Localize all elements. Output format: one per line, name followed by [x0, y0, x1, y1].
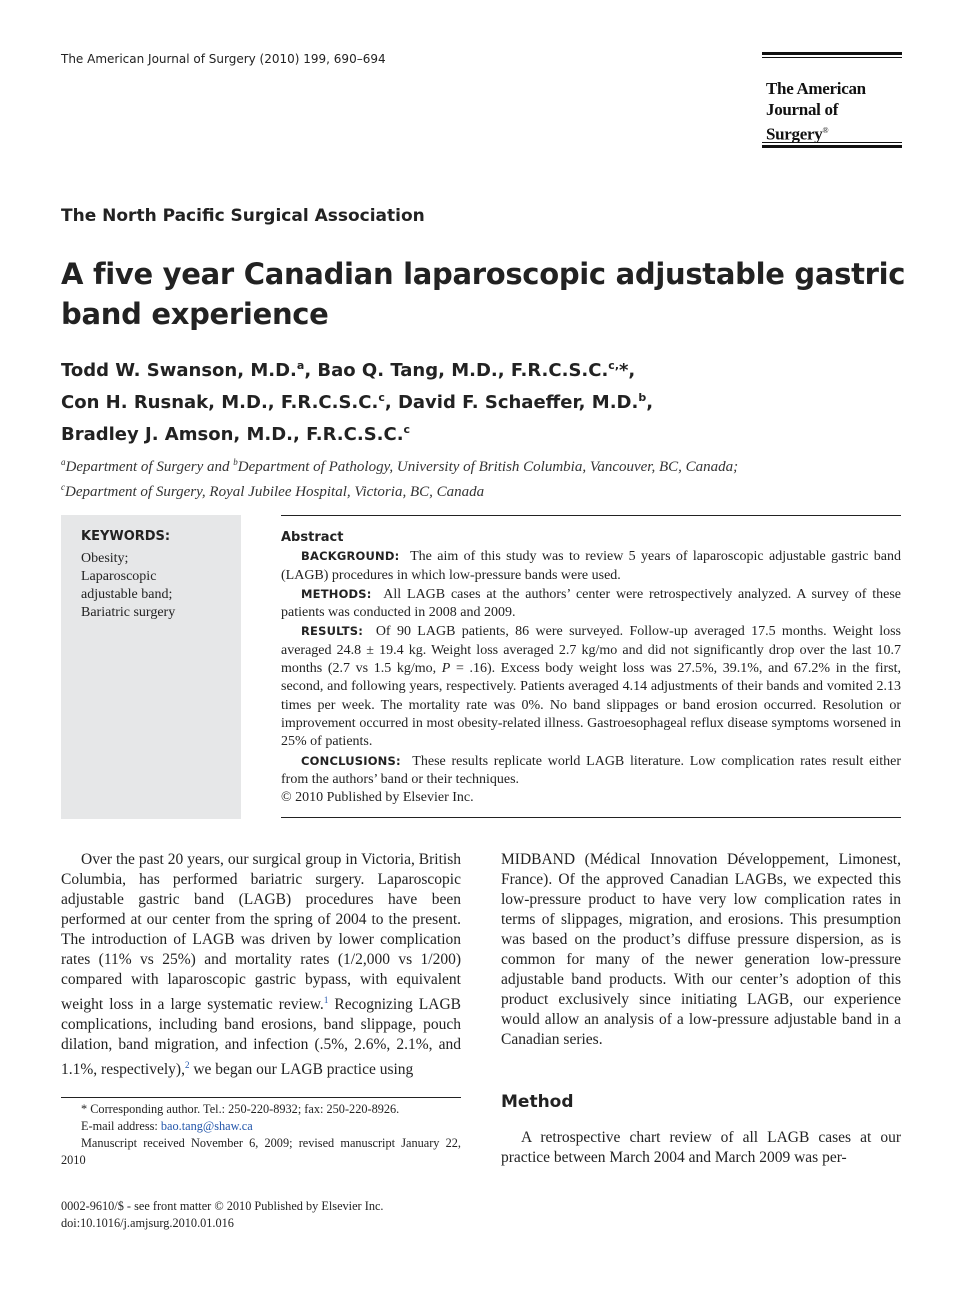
logo-top-rule — [762, 52, 902, 58]
registered-mark: ® — [822, 126, 829, 135]
method-section — [501, 1128, 901, 1168]
keyword-item: Laparoscopic — [81, 569, 157, 584]
manuscript-received-note: Manuscript received November 6, 2009; revised manuscript January 22, 2010 — [61, 1136, 461, 1167]
author-affiliation-mark: c — [378, 391, 385, 404]
reference-link[interactable]: 2 — [184, 1060, 190, 1071]
author-name: Con H. Rusnak, M.D., F.R.C.S.C. — [61, 392, 379, 413]
method-paragraph: A retrospective chart review of all LAGB cases at our practice between March 2004 and March 2009 was per- — [501, 1129, 901, 1166]
intro-continued-paragraph: MIDBAND (Médical Innovation Développement, Limonest, France). Of the approved Canadian LAGBs, we expected this low-pressure product to have very low complication rates in terms of slippages, migration, and erosions. This presumption was based on the product’s diffuse pressure dispersion, as is common for many of the newer generation low-pressure adjustable band products. With our center’s adoption of this product exclusively since initiating LAGB, our experience would allow an analysis of a low-pressure adjustable band in a Canadian series. — [501, 851, 901, 1048]
article-title: A five year Canadian laparoscopic adjustable gastric band experience — [61, 257, 906, 331]
keywords-box — [61, 515, 241, 819]
journal-logo-line1: The American — [766, 79, 866, 98]
author-affiliation-mark: a — [296, 359, 305, 372]
affiliation-text: Department of Surgery and — [65, 459, 234, 475]
abstract-heading: Abstract — [281, 530, 344, 545]
author-affiliation-mark: b — [638, 391, 647, 404]
footnote-rule — [61, 1097, 461, 1098]
body-column-left — [61, 850, 461, 1080]
methods-text: All LAGB cases at the authors’ center were retrospectively analyzed. A survey of these patients was conducted in 2008 and 2009. — [281, 586, 902, 621]
affiliation-mark: b — [233, 457, 238, 467]
author-name: Todd W. Swanson, M.D. — [61, 360, 297, 381]
publication-meta — [61, 1198, 481, 1232]
logo-bottom-rule — [762, 142, 902, 148]
conclusions-text: These results replicate world LAGB literature. Low complication rates result either from the authors’ band or their techniques. — [281, 753, 901, 787]
keyword-item: adjustable band; — [81, 587, 173, 602]
author-name: Bao Q. Tang, M.D., F.R.C.S.C. — [317, 360, 609, 381]
author-separator: , — [304, 360, 318, 381]
author-name: Bradley J. Amson, M.D., F.R.C.S.C. — [61, 424, 404, 445]
affiliation-text: Department of Pathology, University of British Columbia, Vancouver, BC, Canada; — [237, 459, 739, 475]
affiliation-mark: a — [61, 457, 66, 467]
affiliation-mark: c — [61, 482, 65, 492]
keywords-title: KEYWORDS: — [81, 529, 171, 544]
author-list — [61, 352, 911, 448]
results-label: RESULTS: — [301, 624, 364, 639]
abstract-results — [281, 622, 901, 751]
journal-logo — [762, 52, 902, 150]
section-label: The North Pacific Surgical Association — [61, 206, 425, 226]
background-label: BACKGROUND: — [301, 549, 400, 564]
intro-paragraph — [61, 850, 461, 1080]
affiliation-text: Department of Surgery, Royal Jubilee Hospital, Victoria, BC, Canada — [65, 484, 485, 500]
abstract-methods — [281, 585, 901, 623]
journal-logo-name — [766, 78, 902, 145]
reference-link[interactable]: 1 — [323, 995, 329, 1005]
corresponding-author-note: * Corresponding author. Tel.: 250-220-8932; fax: 250-220-8926. — [81, 1102, 400, 1116]
issn-line: 0002-9610/$ - see front matter © 2010 Published by Elsevier Inc. — [61, 1199, 384, 1213]
author-affiliation-mark: c, — [608, 359, 619, 372]
intro-text: Recognizing LAGB complications, including band erosions, band slippage, pouch dilation, band migration, and infection (.5%, 2.6%, 2.1%, and 1.1%, respectively), — [61, 996, 461, 1079]
background-text: The aim of this study was to review 5 years of laparoscopic adjustable gastric band (LAGB) procedures in which low-pressure bands were used. — [281, 549, 901, 583]
email-note — [61, 1118, 461, 1135]
abstract — [281, 529, 901, 807]
body-column-right — [501, 850, 901, 1050]
corresponding-author-mark[interactable]: * — [619, 360, 629, 381]
method-heading: Method — [501, 1092, 574, 1112]
abstract-copyright: © 2010 Published by Elsevier Inc. — [281, 790, 474, 806]
conclusions-label: CONCLUSIONS: — [301, 753, 401, 768]
author-separator: , — [628, 360, 636, 381]
author-separator: , — [646, 392, 654, 413]
results-p-symbol: P — [441, 661, 451, 677]
results-text: = .16). Excess body weight loss was 27.5%, 39.1%, and 67.2% in the first, second, and following years, respectively. Patients averaged 4.14 adjustments of their bands and vomited 2.13 times per week. The mortality rate was 0%. No band slippages or band erosion occurred. Resolution or improvement occurred in most obesity-related illness. Gastroesophageal reflux disease symptoms worsened in 25% of patients. — [281, 661, 902, 750]
affiliations — [61, 452, 911, 502]
email-link[interactable]: bao.tang@shaw.ca — [160, 1119, 253, 1133]
doi-line[interactable]: doi:10.1016/j.amjsurg.2010.01.016 — [61, 1216, 234, 1230]
abstract-conclusions — [281, 752, 901, 790]
journal-logo-line2: Journal of Surgery — [766, 100, 839, 144]
results-text: Of 90 LAGB patients, 86 were surveyed. Follow-up averaged 17.5 months. Weight loss averaged 24.8 ± 19.4 kg. Weight loss averaged 2.7 kg/mo and did not significantly drop over the last 10.7 months (2.7 vs 1.5 kg/mo, — [281, 624, 901, 677]
author-affiliation-mark: c — [403, 423, 411, 436]
intro-text: Over the past 20 years, our surgical group in Victoria, British Columbia, has performed bariatric surgery. Laparoscopic adjustable gastric band (LAGB) procedures have been performed at our center from the spring of 2004 to the present. The introduction of LAGB was driven by lower complication rates (11% vs 25%) and mortality rates (1/2,000 vs 1/200) compared with laparoscopic gastric bypass, with equivalent weight loss in a large systematic review. — [61, 851, 461, 1014]
keyword-item: Bariatric surgery — [81, 605, 176, 620]
footnotes — [61, 1101, 461, 1169]
abstract-bottom-rule — [281, 817, 901, 818]
email-label: E-mail address: — [81, 1119, 161, 1133]
abstract-background — [281, 547, 901, 585]
intro-text: we began our LAGB practice using — [189, 1061, 414, 1079]
author-separator: , — [384, 392, 398, 413]
keyword-item: Obesity; — [81, 551, 129, 566]
journal-citation: The American Journal of Surgery (2010) 199, 690–694 — [61, 52, 386, 66]
abstract-top-rule — [281, 515, 901, 516]
methods-label: METHODS: — [301, 586, 372, 601]
author-name: David F. Schaeffer, M.D. — [397, 392, 639, 413]
